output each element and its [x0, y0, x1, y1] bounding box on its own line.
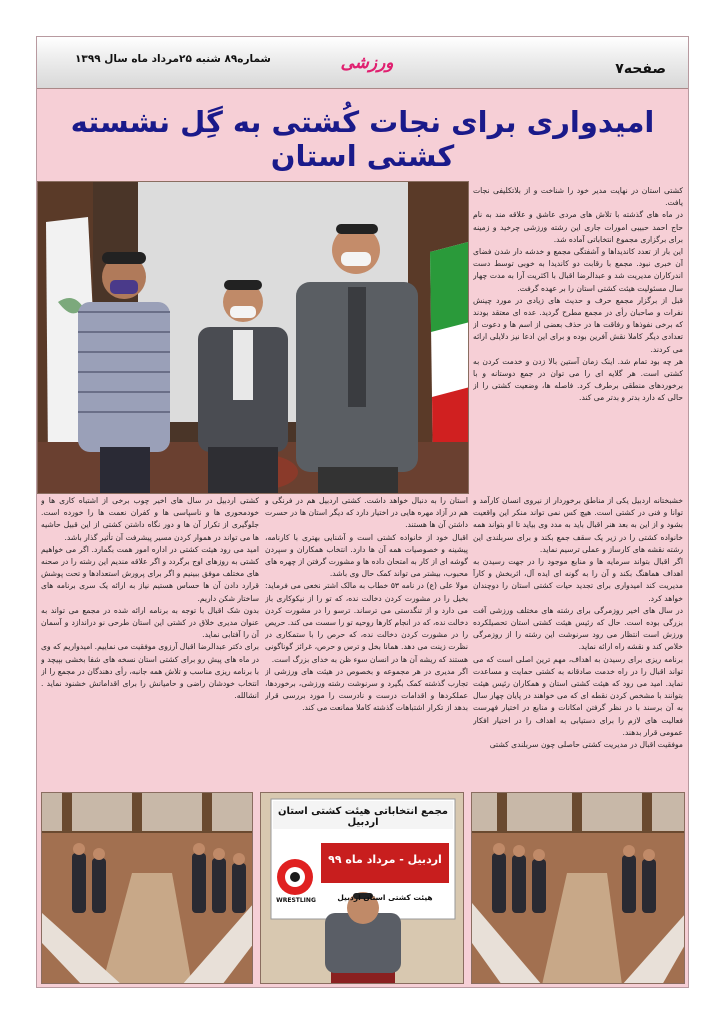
article-column-middle [265, 495, 468, 787]
conference-hall-photo-right [471, 792, 685, 984]
election-banner-photo [260, 792, 464, 984]
article-column-right-bottom [473, 495, 683, 787]
paragraph: در سال های اخیر روزمرگی برای رشته های مختلف ورزشی آفت بزرگی بوده است. حال که رئیس هیئت کشتی استان تحصیلکرده ورزش است انتظار می رود سرنوشت این رشته را از روزمرگی خلاص کند و نقشه راه ارائه نماید. [473, 605, 683, 652]
banner-logo-text: WRESTLING [276, 897, 316, 904]
newspaper-page [36, 36, 689, 988]
conference-hall-photo-left [41, 792, 253, 984]
paragraph: امید می رود هیئت کشتی در اداره امور همت بگمارد. اگر می خواهیم کشتی به روزهای اوج برگردد و اگر علاقه مندیم این رشته را در صحنه های مختلف موفق ببینیم و اگر برای پرورش استعدادها و تحت پوشش قرارد دادن آن ها حساس هستیم نیاز به ارائه یک سری برنامه های ساختار شکن داریم. [41, 544, 259, 603]
section-title: ورزشی [340, 53, 394, 73]
paragraph: اگر اقبال بتواند سرمایه ها و منابع موجود را در جهت رسیدن به اهداف هماهنگ بکند و آن را به گونه ای ایده آل، اثربخش و کارآ مدیریت کند امیدواری برای تجدید حیات کشتی استان را دوچندان خواهد کرد. [473, 557, 683, 603]
paragraph: برای دکتر عبدالرضا اقبال آرزوی موفقیت می نماییم. امیدواریم که وی در ماه های پیش رو برای کشتی استان نسخه های شفا بخشی بپیچد و با برنامه ریزی مناسب و تلاش همه جانبه، رأی دهندگان در مجمع را از انتخاب خودشان راضی و حامیانش را برای اقداماتش خشنود نماید . انشالله. [41, 642, 259, 701]
article-headline: امیدواری برای نجات کُشتی به گِل نشسته کشتی استان [70, 105, 655, 173]
paragraph: خشبختانه اردبیل یکی از مناطق برخوردار از نیروی انسان کارآمد و توانا و فنی در کشتی است. هیچ کس نمی تواند منکر این واقعیت بشود و از این به بعد هنر اقبال باید به مدد وی بیاید تا او بتواند همه خانواده کشتی را در زیر یک سقف جمع بکند و برای سربلندی این رشته نقشه های کارساز و عملی ترسیم نماید. [473, 496, 683, 554]
main-photo [37, 181, 469, 494]
paragraph: اگر مدیری در هر مجموعه و بخصوص در هیئت های ورزشی از تجارب گذشته کمک بگیرد و سرنوشت رشته ورزشی، برخوردها، عملکردها و اقدامات درست و نادرست را مورد بررسی قرار بدهد از تکرار اشتباهات گذشته کاملا ممانعت می کند. [265, 666, 468, 713]
article-column-left [41, 495, 259, 787]
paragraph: قبل از برگزار مجمع حرف و حدیث های زیادی در مورد چینش نفرات و صاحبان رأی در مجمع مطرح گردید. عده ای معتقد بودند که برخی نفوذها و رفاقت ها در حذف بعضی از اسم ها و دعوت از تعدادی دیگر کاملا نقش آفرین بوده و برای این ادعا نیز دلایلی ارائه می کردند. [473, 295, 683, 354]
paragraph: در ماه های گذشته با تلاش های مردی عاشق و علاقه مند به نام حاج احمد حبیبی امورات جاری این رشته ورزشی چرخید و زمینه برای برگزاری مجموع انتخاباتی آماده شد. [473, 210, 683, 244]
paragraph: اقبال خود از خانواده کشتی است و آشنایی بهتری با کارنامه، پیشینه و خصوصیات همه آن ها دارد. انتخاب همکاران و سپردن گوشه ای از کار به امتحان داده ها و مشورت گرفتن از چهره های محبوب، بیشتر می تواند کمک حال وی باشد. [265, 532, 468, 579]
paragraph: کشتی استان در نهایت مدیر خود را شناخت و از بلاتکلیفی نجات یافت. [473, 186, 683, 208]
paragraph: بدون شک اقبال با توجه به برنامه ارائه شده در مجمع می تواند به عنوان مدیری خلاق در کشتی این استان طرحی نو دراندازد و آسمان آن را آفتابی نماید. [41, 605, 259, 640]
paragraph: هر چه بود تمام شد. اینک زمان آستین بالا زدن و خدمت کردن به کشتی است. هر گلایه ای را می توان در جمع دوستانه و با برخوردهای منطقی برطرف کرد. فاصله ها، وضعیت کشتی را از حالی که دارد بدتر و بدتر می کند. [473, 356, 683, 403]
page-number: صفحه۷ [615, 61, 666, 77]
issue-line: شماره۸۹ شنبه ۲۵مرداد ماه سال ۱۳۹۹ [75, 53, 271, 65]
paragraph: موفقیت اقبال در مدیریت کشتی حاصلی چون سربلندی کشتی [489, 740, 683, 750]
banner-subtitle: اردبیل - مرداد ماه ۹۹ [328, 853, 442, 866]
paragraph: برنامه ریزی برای رسیدن به اهداف، مهم ترین اصلی است که می تواند اقبال را در راه خدمت صادقانه به کشتی حمایت و مساعدت نماید. امید می رود که هیئت کشتی استان و همکاران رئیس هیئت بتوانند با مشخص کردن نقطه ای که می خواهند در پایان چهار سال به آن برسند با در نظر گرفتن امکانات و منابع در اختیار فهرست فعالیت های لازم را برای دستیابی به اهداف را در اختیار افکار عمومی قرار بدهند. [473, 654, 683, 737]
banner-title: مجمع انتخاباتی هیئت کشتی استان اردبیل [278, 806, 448, 828]
paragraph: کشتی اردبیل در سال های اخیر چوب برخی از اشتباه کاری ها و خودمحوری ها و ناسپاسی ها و کفران نعمت ها را خورده است. جلوگیری از تکرار آن ها و دور نگاه داشتن کشتی از این قبیل حاشیه ها می تواند در هموار کردن مسیر پیشرفت آن تأثیر گذار باشد. [41, 496, 259, 542]
article-column-right-top [473, 185, 683, 485]
paragraph: استان را به دنبال خواهد داشت. کشتی اردبیل هم در فرنگی و هم در آزاد مهره هایی در اختیار دارد که دیگر استان ها در حسرت داشتن آن ها هستند. [265, 496, 468, 530]
paragraph: این بار از تعدد کاندیداها و آشفتگی مجمع و خدشه دار شدن فضای آن خبری نبود. مجمع با رقابت دو کاندیدا به خوبی توسط دست اندرکاران مدیریت شد و عبدالرضا اقبال با اکثریت آرا به مدت چهار سال مسئولیت هیئت کشتی استان را بر عهده گرفت. [473, 247, 683, 293]
banner-org: هیئت کشتی استان اردبیل [337, 893, 433, 902]
paragraph: مولا علی (ع) در نامه ۵۳ خطاب به مالک اشتر نخعی می فرماید: بخیل را در مشورت کردن دخالت نده، که تو را از نیکوکاری باز می دارد و از تنگدستی می ترساند. ترسو را در مشورت کردن دخالت نده، که در انجام کارها روحیه تو را سست می کند. حریص را در مشورت کردن دخالت نده، که حرص را با ستمکاری در نظرت زینت می دهد. همانا بخل و ترس و حرص، غرائز گوناگونی هستند که ریشه آن ها در انسان سوء ظن به خدای بزرگ است. [265, 581, 468, 664]
page-header [37, 37, 688, 89]
